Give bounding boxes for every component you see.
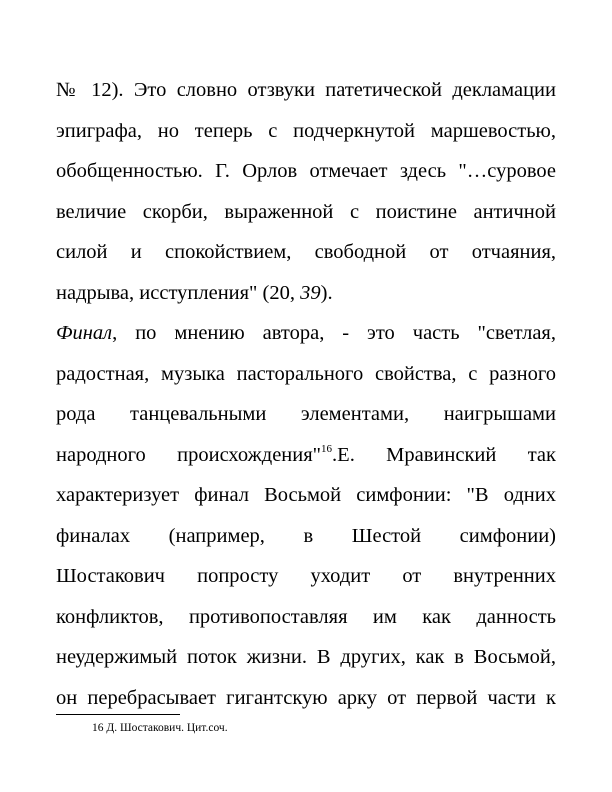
text-fragment: ). — [320, 281, 333, 304]
text-line — [56, 313, 556, 354]
text-line: величие скорби, выраженной с поистине античной — [56, 200, 556, 223]
body-text — [56, 70, 556, 718]
text-line — [56, 273, 556, 314]
text-fragment: .Е. Мравинский так — [332, 443, 556, 466]
text-fragment: , по мнению автора, - это часть "светлая, — [112, 322, 556, 344]
text-line: финалах (например, в Шестой симфонии) — [56, 524, 556, 547]
text-line — [56, 435, 556, 476]
citation-page-number: 39 — [300, 281, 321, 304]
italic-term: Финал — [56, 322, 113, 344]
text-line: обобщенностью. Г. Орлов отмечает здесь "…суровое — [56, 160, 556, 182]
text-line: силой и спокойствием, свободной от отчаяния, — [56, 241, 556, 263]
text-fragment: народного происхождения" — [56, 443, 322, 466]
text-line: конфликтов, противопоставляя им как данность — [56, 605, 556, 628]
text-line: радостная, музыка пасторального свойства, с разного — [56, 362, 556, 385]
footnote-divider — [56, 714, 180, 715]
text-line: Шостакович попросту уходит от внутренних — [56, 565, 556, 587]
text-line: рода танцевальными элементами, наигрышами — [56, 403, 556, 425]
text-line: он перебрасывает гигантскую арку от первой части к — [56, 686, 556, 709]
footnote: 16 Д. Шостакович. Цит.соч. — [92, 722, 228, 734]
text-fragment: надрыва, исступления" (20, — [56, 281, 301, 304]
text-line: эпиграфа, но теперь с подчеркнутой маршевостью, — [56, 119, 556, 142]
text-line: характеризует финал Восьмой симфонии: "В одних — [56, 484, 556, 506]
text-line: № 12). Это словно отзвуки патетической декламации — [56, 79, 556, 101]
text-line: неудержимый поток жизни. В других, как в Восьмой, — [56, 646, 556, 668]
footnote-reference[interactable]: 16 — [321, 442, 333, 455]
